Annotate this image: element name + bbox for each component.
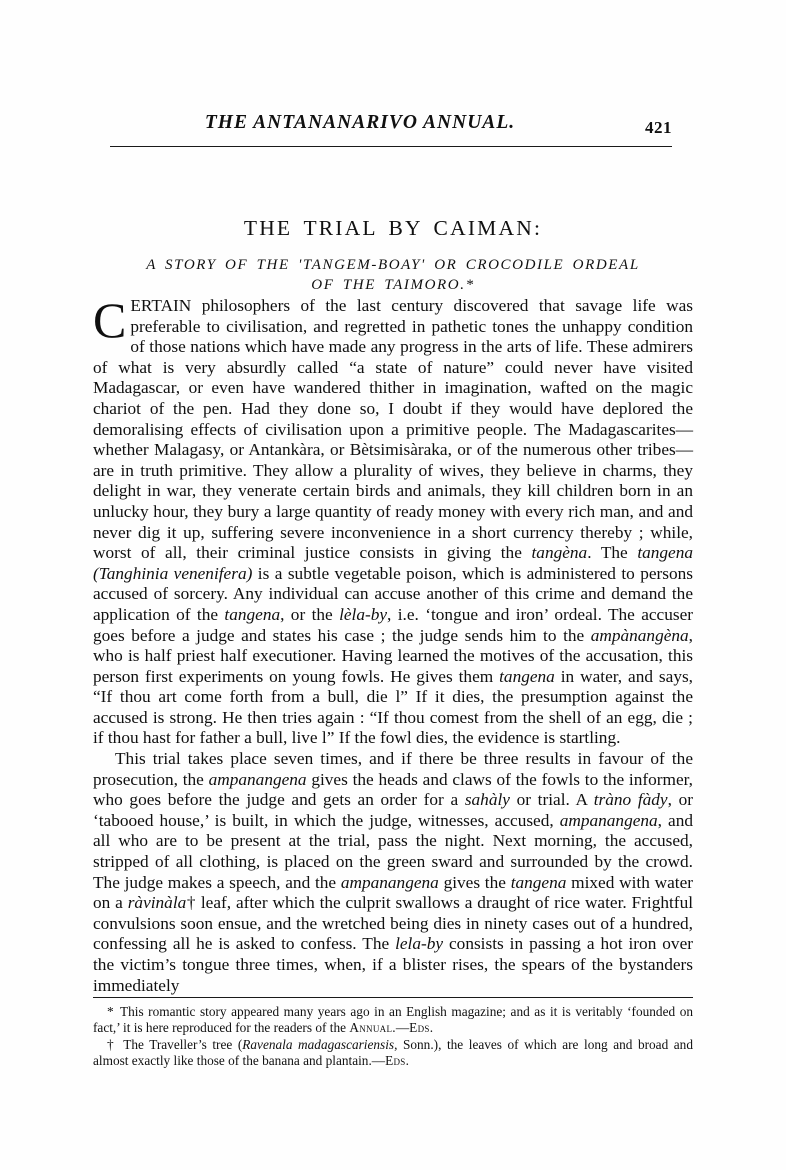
footnote-1-eds-smallcaps: Eds. [409,1019,434,1035]
p1-run-c: is a subtle vegetable poison, which is administered to persons accused of sorcery. Any individual can accuse another of this crime and demand the application of the [93,563,693,624]
p1-run-d: , or the [280,604,340,624]
p1-italic-binomial: tangena (Tanghinia venenifera) [93,543,694,583]
footnote-2-italic-binomial: Ravenala madagascariensis [242,1037,395,1052]
p1-italic-tangena-1: tangèna [531,543,588,563]
running-head [110,112,672,142]
p2-italic-ampanangena-3: ampanangena [340,872,439,892]
drop-cap: C [93,292,127,348]
footnote-2-eds-smallcaps: Eds. [385,1052,410,1068]
p1-run-b: . The [587,543,638,563]
footnote-2 [93,1037,693,1068]
paragraph-2 [93,749,693,996]
footnote-1-marker: * [107,1004,116,1019]
p1-run-e: , i.e. ‘tongue and iron’ ordeal. The accuser goes before a judge and states his case ; the judge sends him to the [93,604,694,645]
article-subtitle-line-1: A STORY OF THE 'TANGEM-BOAY' OR CROCODILE ORDEAL [146,257,640,273]
p1-run-f: , who is half priest half executioner. Having learned the motives of the accusation, this person first experiments on young fowls. He gives them [93,625,693,686]
title-block [93,216,693,295]
p2-italic-tranofady: tràno fàdy [593,790,668,810]
footnote-rule [93,997,693,998]
p2-run-i: consists in passing a hot iron over the victim’s tongue three times, when, if a blister rises, the spears of the bystanders immediately [93,934,693,995]
article-title: THE TRIAL BY CAIMAN: [243,216,543,240]
p1-run-a: ERTAIN philosophers of the last century discovered that savage life was preferable to civilisation, and regretted in pathetic tones the unhappy condition of those nations which have made any progress in the arts of life. These admirers of what is very absurdly called “a state of nature” could never have visited Madagascar, or even have wandered thither in imagination, wafted on the magic chariot of the pen. Had they done so, I doubt if they would have deplored the demoralising effects of civilisation upon a primitive people. The Madagascarites—whether Malagasy, or Antankàra, or Bètsimisàraka, or of the numerous other tribes—are in truth primitive. They allow a plurality of wives, they believe in charms, they delight in war, they venerate certain birds and animals, they kill children born in an unlucky hour, they bury a large quantity of ready money with every rich man, and and never dig it up, suffering severe inconvenience in a short currency thereby ; while, worst of all, their criminal justice consists in giving the [93,296,693,563]
p2-run-h: † leaf, after which the culprit swallows a draught of rice water. Frightful convulsions soon ensue, and the wretched being dies in ninety cases out of a hundred, confessing all he is asked to confess. The [93,893,694,954]
p1-run-g: in water, and says, “If thou art come forth from a bull, die l” If it dies, the presumption against the accused is strong. He then tries again : “If thou comest from the shell of an egg, die ; if thou hast for father a bull, live l” If the fowl dies, the evidence is startling. [93,666,694,748]
p2-run-b: gives the heads and claws of the fowls to the informer, who goes before the judge and gets an order for a [93,769,694,810]
footnote-1-dash: — [395,1019,410,1035]
p2-run-d: , or ‘tabooed house,’ is built, in which the judge, witnesses, accused, [93,790,693,830]
p2-italic-lelaby: lela-by [395,934,444,954]
running-head-title: THE ANTANANARIVO ANNUAL. [204,112,516,133]
footnote-2-marker: † [107,1037,118,1052]
footnote-2-text-a: The Traveller’s tree ( [117,1037,243,1052]
p1-italic-tangena-3: tangena [499,666,555,686]
p2-italic-ampanangena-1: ampanangena [208,769,307,789]
p2-italic-ravinala: ràvinàla [127,893,187,913]
p2-run-c: or trial. A [509,790,594,810]
p2-run-g: mixed with water on a [93,872,693,913]
p2-run-f: gives the [438,872,511,892]
footnote-2-text-b: , Sonn.), the leaves of which are long and broad and almost exactly like those of the banana and plantain.— [93,1037,693,1068]
footnotes [93,1004,693,1070]
p1-italic-ampanangena: ampànangèna [590,625,689,645]
footnote-1-text: This romantic story appeared many years ago in an English magazine; and as it is veritably ‘founded on fact,’ it is here reproduced for the readers of the [93,1004,693,1035]
body-text [93,292,694,996]
footnote-1-annual-smallcaps: Annual. [349,1019,396,1035]
article-subtitle [93,255,693,295]
p2-italic-tangena: tangena [510,872,567,892]
header-rule [110,146,672,147]
p1-italic-tangena-2: tangena [224,604,281,624]
p2-run-a: This trial takes place seven times, and if there be three results in favour of the prosecution, the [93,749,693,789]
paragraph-1 [93,292,694,749]
p2-run-e: , and all who are to be present at the trial, pass the night. Next morning, the accused, stripped of all clothing, is placed on the green sward and surrounded by the crowd. The judge makes a speech, and the [93,810,694,892]
p1-italic-lelaby: lèla-by [339,604,388,624]
p2-italic-ampanangena-2: ampanangena [559,810,658,830]
article-subtitle-line-2: OF THE TAIMORO.* [311,277,475,293]
p2-italic-sahaly: sahàly [464,790,510,810]
footnote-1 [93,1004,693,1035]
page-number: 421 [645,118,672,137]
